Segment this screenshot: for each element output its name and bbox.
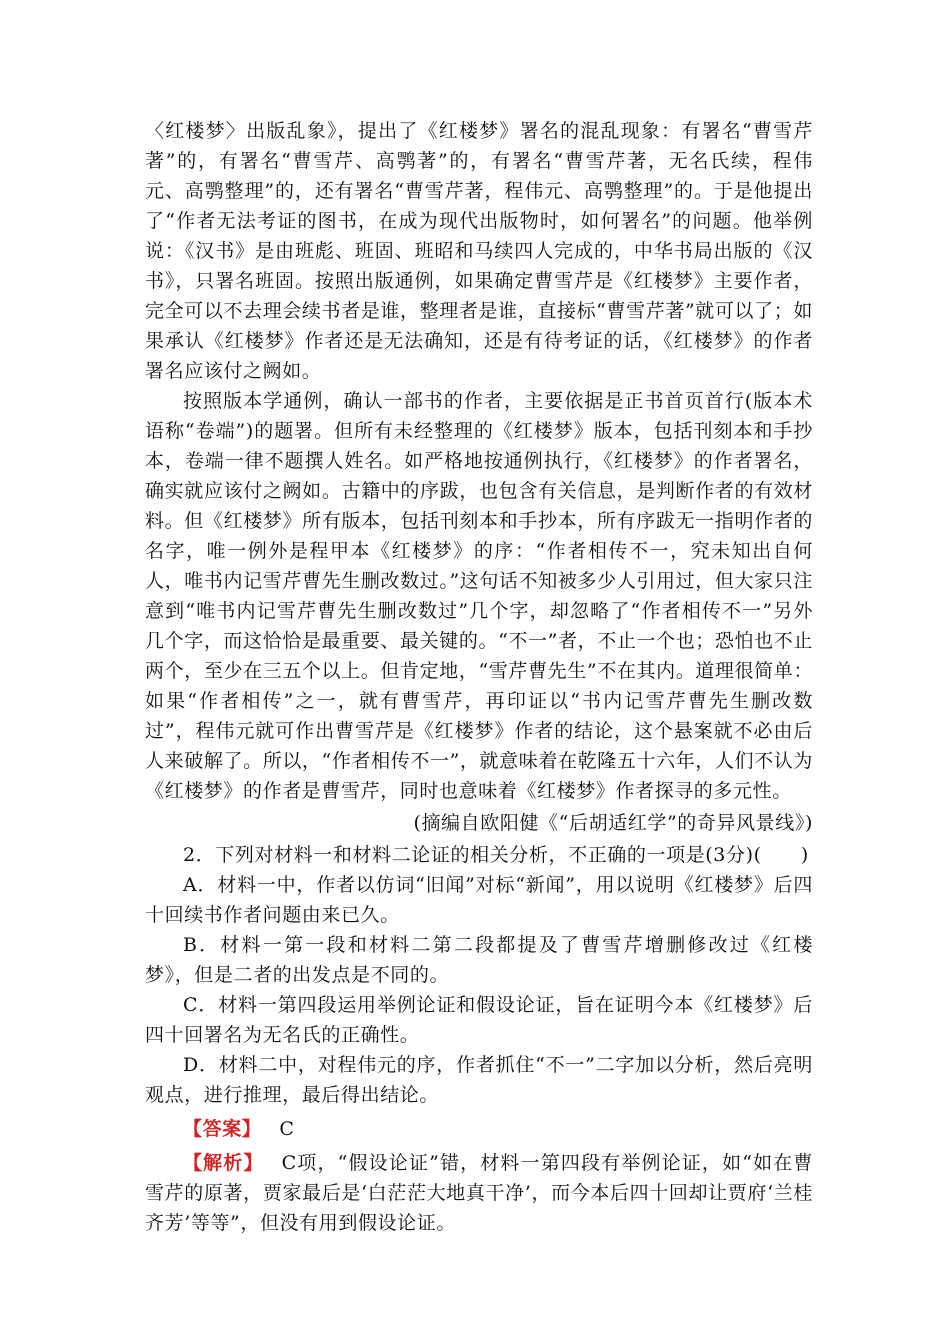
analysis-text: C项，“假设论证”错，材料一第四段有举例论证，如“如在曹雪芹的原著，贾家最后是‘白茫茫大地真干净’，而今本后四十回却让贾府‘兰桂齐芳’等等”，但没有用到假设论证。 bbox=[145, 1152, 813, 1234]
answer-tag: 【答案】 bbox=[183, 1118, 262, 1140]
option-c: C．材料一第四段运用举例论证和假设论证，旨在证明今本《红楼梦》后四十回署名为无名氏的正确性。 bbox=[145, 994, 813, 1046]
answer-line bbox=[145, 1114, 813, 1144]
source-citation: (摘编自欧阳健《“后胡适红学”的奇异风景线》) bbox=[413, 812, 813, 834]
material-two-paragraph-1: 〈红楼梦〉出版乱象》，提出了《红楼梦》署名的混乱现象：有署名“曹雪芹著”的，有署名“曹雪芹、高鹗著”的，有署名“曹雪芹著，无名氏续，程伟元、高鹗整理”的，还有署名“曹雪芹著，程伟元、高鹗整理”的。于是他提出了“作者无法考证的图书，在成为现代出版物时，如何署名”的问题。他举例说：《汉书》是由班彪、班固、班昭和马续四人完成的，中华书局出版的《汉书》，只署名班固。按照出版通例，如果确定曹雪芹是《红楼梦》主要作者，完全可以不去理会续书者是谁，整理者是谁，直接标“曹雪芹著”就可以了；如果承认《红楼梦》作者还是无法确知，还是有待考证的话，《红楼梦》的作者署名应该付之阙如。 bbox=[145, 120, 813, 382]
option-b: B．材料一第一段和材料二第二段都提及了曹雪芹增删修改过《红楼梦》，但是二者的出发点是不同的。 bbox=[145, 934, 813, 986]
material-two-paragraph-2: 按照版本学通例，确认一部书的作者，主要依据是正书首页首行(版本术语称“卷端”)的题署。但所有未经整理的《红楼梦》版本，包括刊刻本和手抄本，卷端一律不题撰人姓名。如严格地按通例执行，《红楼梦》的作者署名，确实就应该付之阙如。古籍中的序跋，也包含有关信息，是判断作者的有效材料。但《红楼梦》所有版本，包括刊刻本和手抄本，所有序跋无一指明作者的名字，唯一例外是程甲本《红楼梦》的序：“作者相传不一，究未知出自何人，唯书内记雪芹曹先生删改数过。”这句话不知被多少人引用过，但大家只注意到“唯书内记雪芹曹先生删改数过”几个字，却忽略了“作者相传不一”另外几个字，而这恰恰是最重要、最关键的。“不一”者，不止一个也；恐怕也不止两个，至少在三五个以上。但肯定地，“雪芹曹先生”不在其内。道理很简单：如果“作者相传”之一，就有曹雪芹，再印证以“书内记雪芹曹先生删改数过”，程伟元就可作出曹雪芹是《红楼梦》作者的结论，这个悬案就不必由后人来破解了。所以，“作者相传不一”，就意味着在乾隆五十六年，人们不认为《红楼梦》的作者是曹雪芹，同时也意味着《红楼梦》作者探寻的多元性。 bbox=[145, 390, 813, 802]
question-stem: 2．下列对材料一和材料二论证的相关分析，不正确的一项是(3分)( ) bbox=[183, 844, 809, 866]
document-page bbox=[145, 116, 813, 1238]
option-a: A．材料一中，作者以仿词“旧闻”对标“新闻”，用以说明《红楼梦》后四十回续书作者问题由来已久。 bbox=[145, 874, 813, 926]
option-d: D．材料二中，对程伟元的序，作者抓住“不一”二字加以分析，然后亮明观点，进行推理，最后得出结论。 bbox=[145, 1054, 813, 1106]
analysis-tag: 【解析】 bbox=[183, 1152, 264, 1174]
question-block bbox=[145, 840, 813, 1110]
analysis-paragraph bbox=[145, 1148, 813, 1238]
answer-value: C bbox=[279, 1118, 295, 1140]
